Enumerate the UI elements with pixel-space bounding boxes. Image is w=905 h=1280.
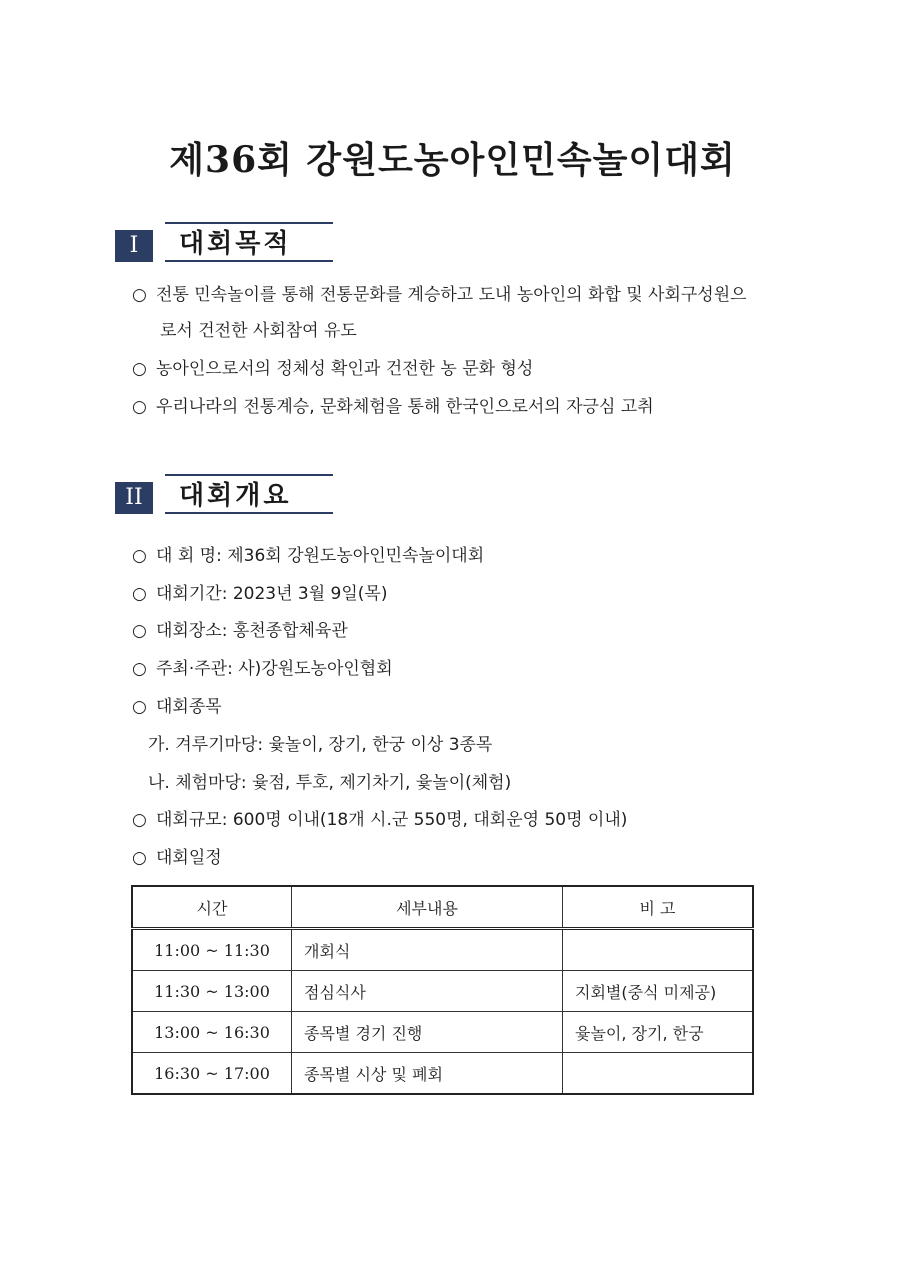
cell-note [563,929,754,971]
bullet-circle-icon: ○ [132,584,147,604]
section-title: 대회목적 [165,222,333,262]
bullet-circle-icon: ○ [132,621,147,641]
list-item-events: ○ 대회종목 [132,697,222,717]
list-item: ○ 농아인으로서의 정체성 확인과 건전한 농 문화 형성 [132,359,534,379]
section-number: II [115,482,153,514]
column-header-time: 시간 [132,886,292,929]
table-row [132,1053,753,1095]
cell-time: 11:30 ~ 13:00 [132,971,292,1012]
bullet-circle-icon: ○ [132,546,147,566]
table-header-row [132,886,753,929]
cell-note: 지회별(중식 미제공) [563,971,754,1012]
cell-detail: 종목별 경기 진행 [292,1012,563,1053]
table-row [132,929,753,971]
bullet-circle-icon: ○ [132,359,147,379]
schedule-table [131,885,754,1095]
list-item-period: ○ 대회기간: 2023년 3월 9일(목) [132,584,388,604]
bullet-circle-icon: ○ [132,397,147,417]
list-item-continuation: 로서 건전한 사회참여 유도 [160,321,357,341]
section-title: 대회개요 [165,474,333,514]
cell-note [563,1053,754,1095]
list-item: ○ 전통 민속놀이를 통해 전통문화를 계승하고 도내 농아인의 화합 및 사회구성원으 [132,285,747,305]
column-header-detail: 세부내용 [292,886,563,929]
cell-detail: 종목별 시상 및 폐회 [292,1053,563,1095]
list-item-venue: ○ 대회장소: 홍천종합체육관 [132,621,348,641]
table-row [132,971,753,1012]
list-item-scale: ○ 대회규모: 600명 이내(18개 시.군 550명, 대회운영 50명 이내) [132,810,628,830]
list-sub-item: 가. 겨루기마당: 윷놀이, 장기, 한궁 이상 3종목 [148,735,493,755]
list-item-schedule: ○ 대회일정 [132,848,222,868]
list-item-host: ○ 주최·주관: 사)강원도농아인협회 [132,659,393,679]
bullet-circle-icon: ○ [132,810,147,830]
bullet-circle-icon: ○ [132,848,147,868]
bullet-circle-icon: ○ [132,285,147,305]
bullet-circle-icon: ○ [132,697,147,717]
list-item-name: ○ 대 회 명: 제36회 강원도농아인민속놀이대회 [132,546,485,566]
section-number: I [115,230,153,262]
cell-note: 윷놀이, 장기, 한궁 [563,1012,754,1053]
table-row [132,1012,753,1053]
list-sub-item: 나. 체험마당: 윷점, 투호, 제기차기, 윷놀이(체험) [148,773,512,793]
column-header-note: 비 고 [563,886,754,929]
page-title: 제36회 강원도농아인민속놀이대회 [169,139,736,181]
bullet-circle-icon: ○ [132,659,147,679]
cell-detail: 점심식사 [292,971,563,1012]
cell-time: 13:00 ~ 16:30 [132,1012,292,1053]
cell-time: 16:30 ~ 17:00 [132,1053,292,1095]
list-item: ○ 우리나라의 전통계승, 문화체험을 통해 한국인으로서의 자긍심 고취 [132,397,654,417]
cell-time: 11:00 ~ 11:30 [132,929,292,971]
cell-detail: 개회식 [292,929,563,971]
